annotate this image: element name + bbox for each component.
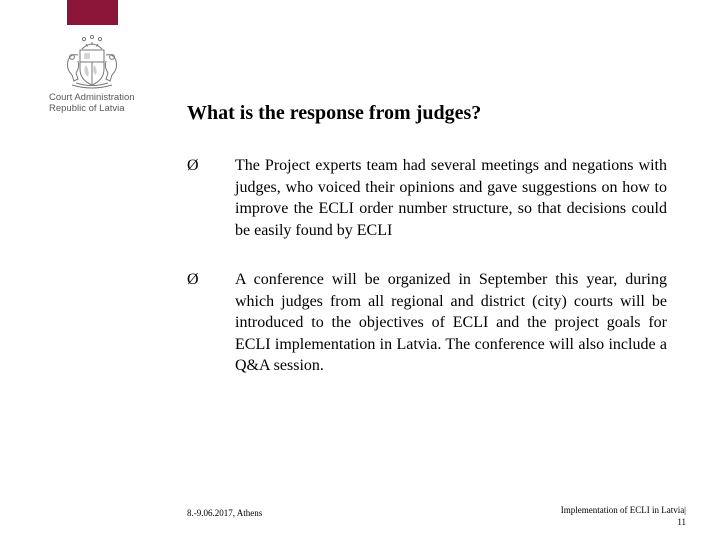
- coat-of-arms-icon: [62, 33, 122, 91]
- arrow-bullet-icon: Ø: [187, 271, 199, 288]
- footer-date-place: 8.-9.06.2017, Athens: [187, 508, 263, 518]
- arrow-bullet-icon: Ø: [187, 157, 199, 174]
- organization-name-line-1: Court Administration: [49, 92, 135, 103]
- bullet-item: [187, 155, 667, 241]
- bullet-item: [187, 269, 667, 377]
- bullet-text: The Project experts team had several meetings and negations with judges, who voiced their opinions and gave suggestions on how to improve the ECLI order number structure, so that decisions could be easily found by ECLI: [235, 157, 667, 239]
- slide-title: What is the response from judges?: [187, 102, 482, 124]
- organization-name: [49, 92, 169, 114]
- footer-page-number: 11: [677, 517, 686, 527]
- footer-presentation-info: [561, 504, 686, 528]
- footer-presentation-title: Implementation of ECLI in Latvia|: [560, 505, 686, 515]
- brand-accent-bar: [67, 0, 118, 25]
- organization-name-line-2: Republic of Latvia: [49, 103, 125, 114]
- bullet-text: A conference will be organized in September this year, during which judges from all regional and district (city) courts will be introduced to the objectives of ECLI and the project goals for ECLI implementation in Latvia. The conference will also include a Q&A session.: [235, 271, 667, 374]
- bullet-list: [187, 155, 667, 405]
